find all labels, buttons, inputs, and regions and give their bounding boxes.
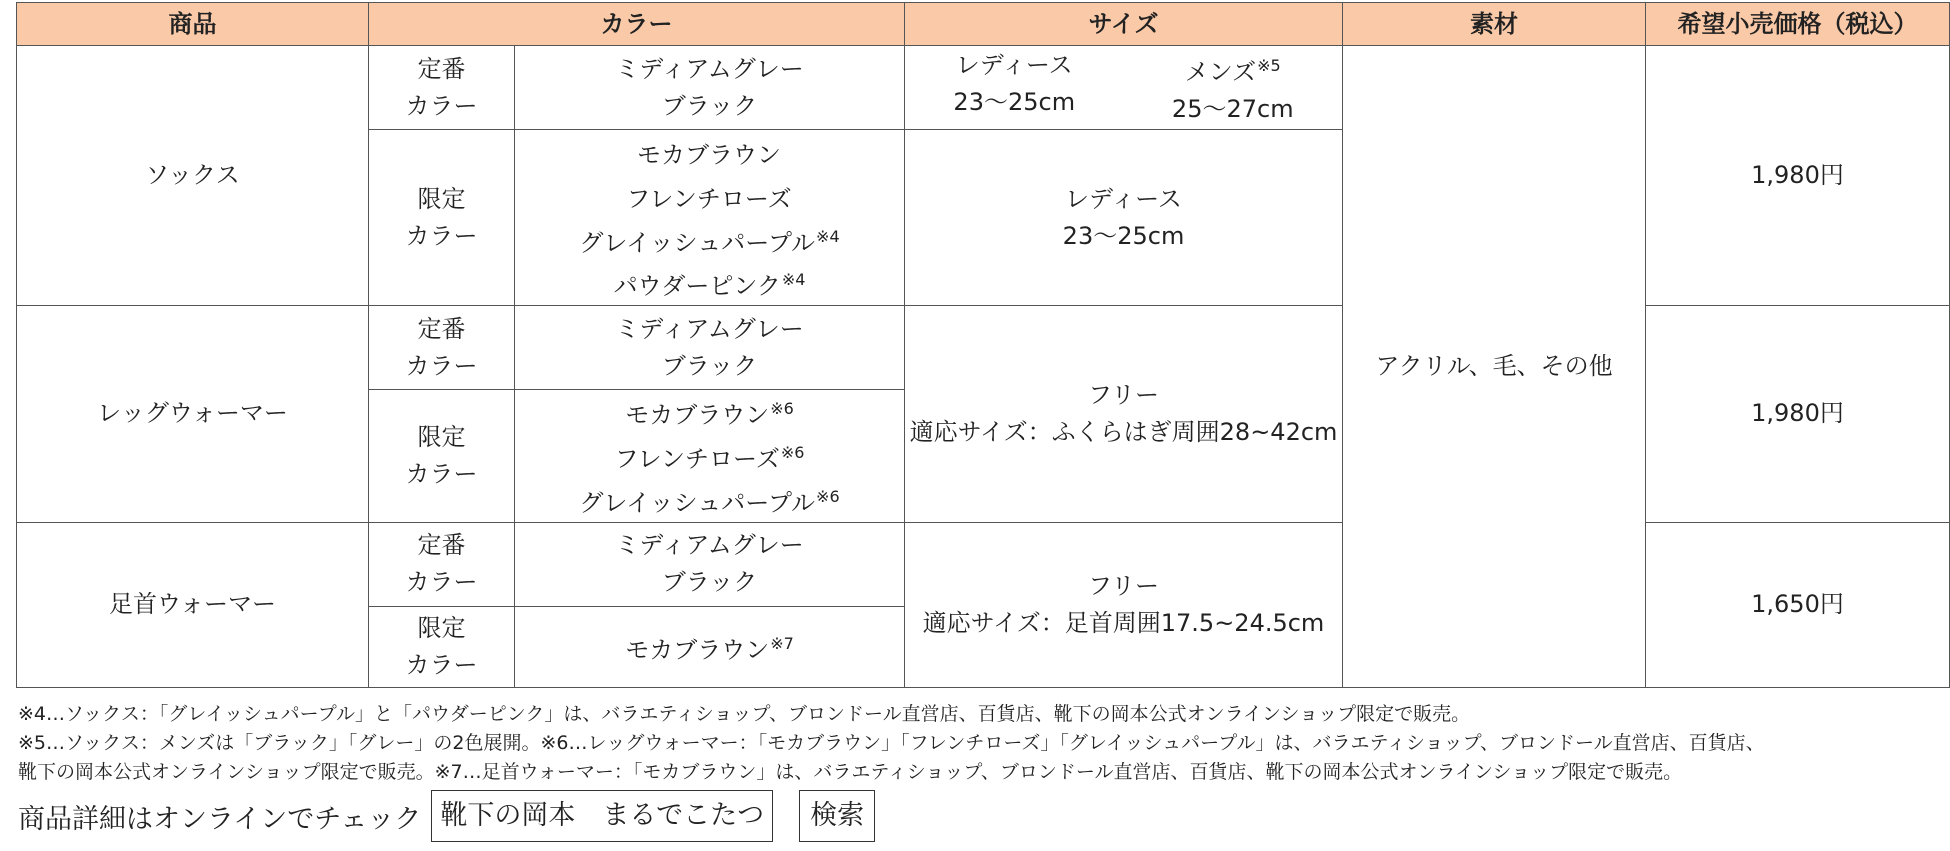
header-product: 商品	[17, 3, 369, 46]
product-name-socks: ソックス	[17, 46, 369, 306]
header-color: カラー	[369, 3, 905, 46]
color-type-label: 定番 カラー	[369, 46, 515, 130]
color-list: モカブラウン フレンチローズ グレイッシュパープル$^{※4}$ パウダーピンク$^{※4}$	[515, 130, 905, 306]
header-material: 素材	[1343, 3, 1646, 46]
size-cell: フリー 適応サイズ：ふくらはぎ周囲28~42cm	[905, 306, 1343, 522]
price-socks: 1,980円	[1646, 46, 1950, 306]
color-list: ミディアムグレー ブラック	[515, 46, 905, 130]
footnote-line: ※4…ソックス：「グレイッシュパープル」と「パウダーピンク」は、バラエティショップ、ブロンドール直営店、百貨店、靴下の岡本公式オンラインショップ限定で販売。	[18, 703, 1471, 725]
color-type-label: 限定 カラー	[369, 606, 515, 687]
footnotes	[18, 700, 1765, 787]
header-row	[17, 3, 1950, 46]
price-ankle-warmer: 1,650円	[1646, 522, 1950, 687]
color-list: ミディアムグレー ブラック	[515, 522, 905, 606]
price-leg-warmer: 1,980円	[1646, 306, 1950, 522]
size-cell: レディース 23～25cm	[905, 130, 1343, 306]
table-row	[17, 306, 1950, 390]
search-input[interactable]: 靴下の岡本 まるでこたつ	[431, 790, 773, 842]
color-list: モカブラウン$^{※6}$ フレンチローズ$^{※6}$ グレイッシュパープル$^{※6}$	[515, 390, 905, 522]
search-button[interactable]: 検索	[799, 790, 875, 842]
table-row	[17, 46, 1950, 130]
material-cell: アクリル、毛、その他	[1343, 46, 1646, 688]
search-bar	[18, 790, 875, 842]
size-cell: フリー 適応サイズ：足首周囲17.5~24.5cm	[905, 522, 1343, 687]
header-size: サイズ	[905, 3, 1343, 46]
color-type-label: 限定 カラー	[369, 390, 515, 522]
color-type-label: 定番 カラー	[369, 306, 515, 390]
table-row	[17, 522, 1950, 606]
product-table	[16, 2, 1950, 688]
product-name-ankle-warmer: 足首ウォーマー	[17, 522, 369, 687]
footnote-line: 靴下の岡本公式オンラインショップ限定で販売。※7…足首ウォーマー：「モカブラウン」は、バラエティショップ、ブロンドール直営店、百貨店、靴下の岡本公式オンラインショップ限定で販売。	[18, 761, 1683, 783]
color-list: ミディアムグレー ブラック	[515, 306, 905, 390]
footnote-line: ※5…ソックス：メンズは「ブラック」「グレー」の2色展開。※6…レッグウォーマー：「モカブラウン」「フレンチローズ」「グレイッシュパープル」は、バラエティショップ、ブロンドール直営店、百貨店、	[18, 732, 1765, 754]
color-list: モカブラウン$^{※7}$	[515, 606, 905, 687]
color-type-label: 定番 カラー	[369, 522, 515, 606]
header-price: 希望小売価格（税込）	[1646, 3, 1950, 46]
color-type-label: 限定 カラー	[369, 130, 515, 306]
product-name-leg-warmer: レッグウォーマー	[17, 306, 369, 522]
search-prompt: 商品詳細はオンラインでチェック	[18, 803, 422, 835]
size-cell: レディース 23～25cm メンズ$^{※5}$ 25～27cm	[905, 46, 1343, 130]
